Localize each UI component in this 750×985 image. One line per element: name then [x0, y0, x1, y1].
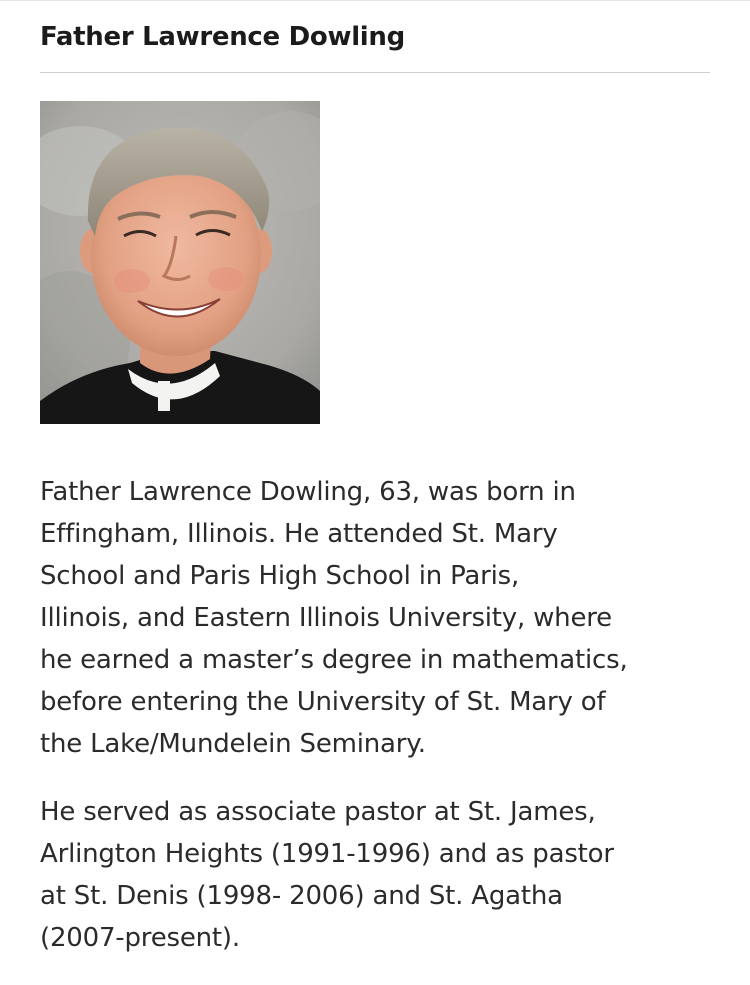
bio-line: Arlington Heights (1991-1996) and as pastor [40, 839, 614, 869]
article-title: Father Lawrence Dowling [40, 22, 405, 52]
top-divider [0, 0, 750, 1]
bio-line: Father Lawrence Dowling, 63, was born in [40, 477, 576, 507]
portrait-photo [40, 101, 320, 424]
bio-paragraph-1 [40, 471, 720, 765]
bio-line: he earned a master’s degree in mathematics, [40, 645, 628, 675]
biography [40, 471, 720, 985]
bio-line: at St. Denis (1998- 2006) and St. Agatha [40, 881, 563, 911]
bio-line: before entering the University of St. Mary of [40, 687, 606, 717]
title-divider [40, 72, 710, 73]
bio-line: the Lake/Mundelein Seminary. [40, 729, 426, 759]
bio-line: (2007-present). [40, 923, 240, 953]
bio-line: Effingham, Illinois. He attended St. Mary [40, 519, 558, 549]
bio-line: Illinois, and Eastern Illinois University, where [40, 603, 612, 633]
bio-line: He served as associate pastor at St. James, [40, 797, 596, 827]
bio-line: School and Paris High School in Paris, [40, 561, 520, 591]
bio-paragraph-2 [40, 791, 720, 959]
